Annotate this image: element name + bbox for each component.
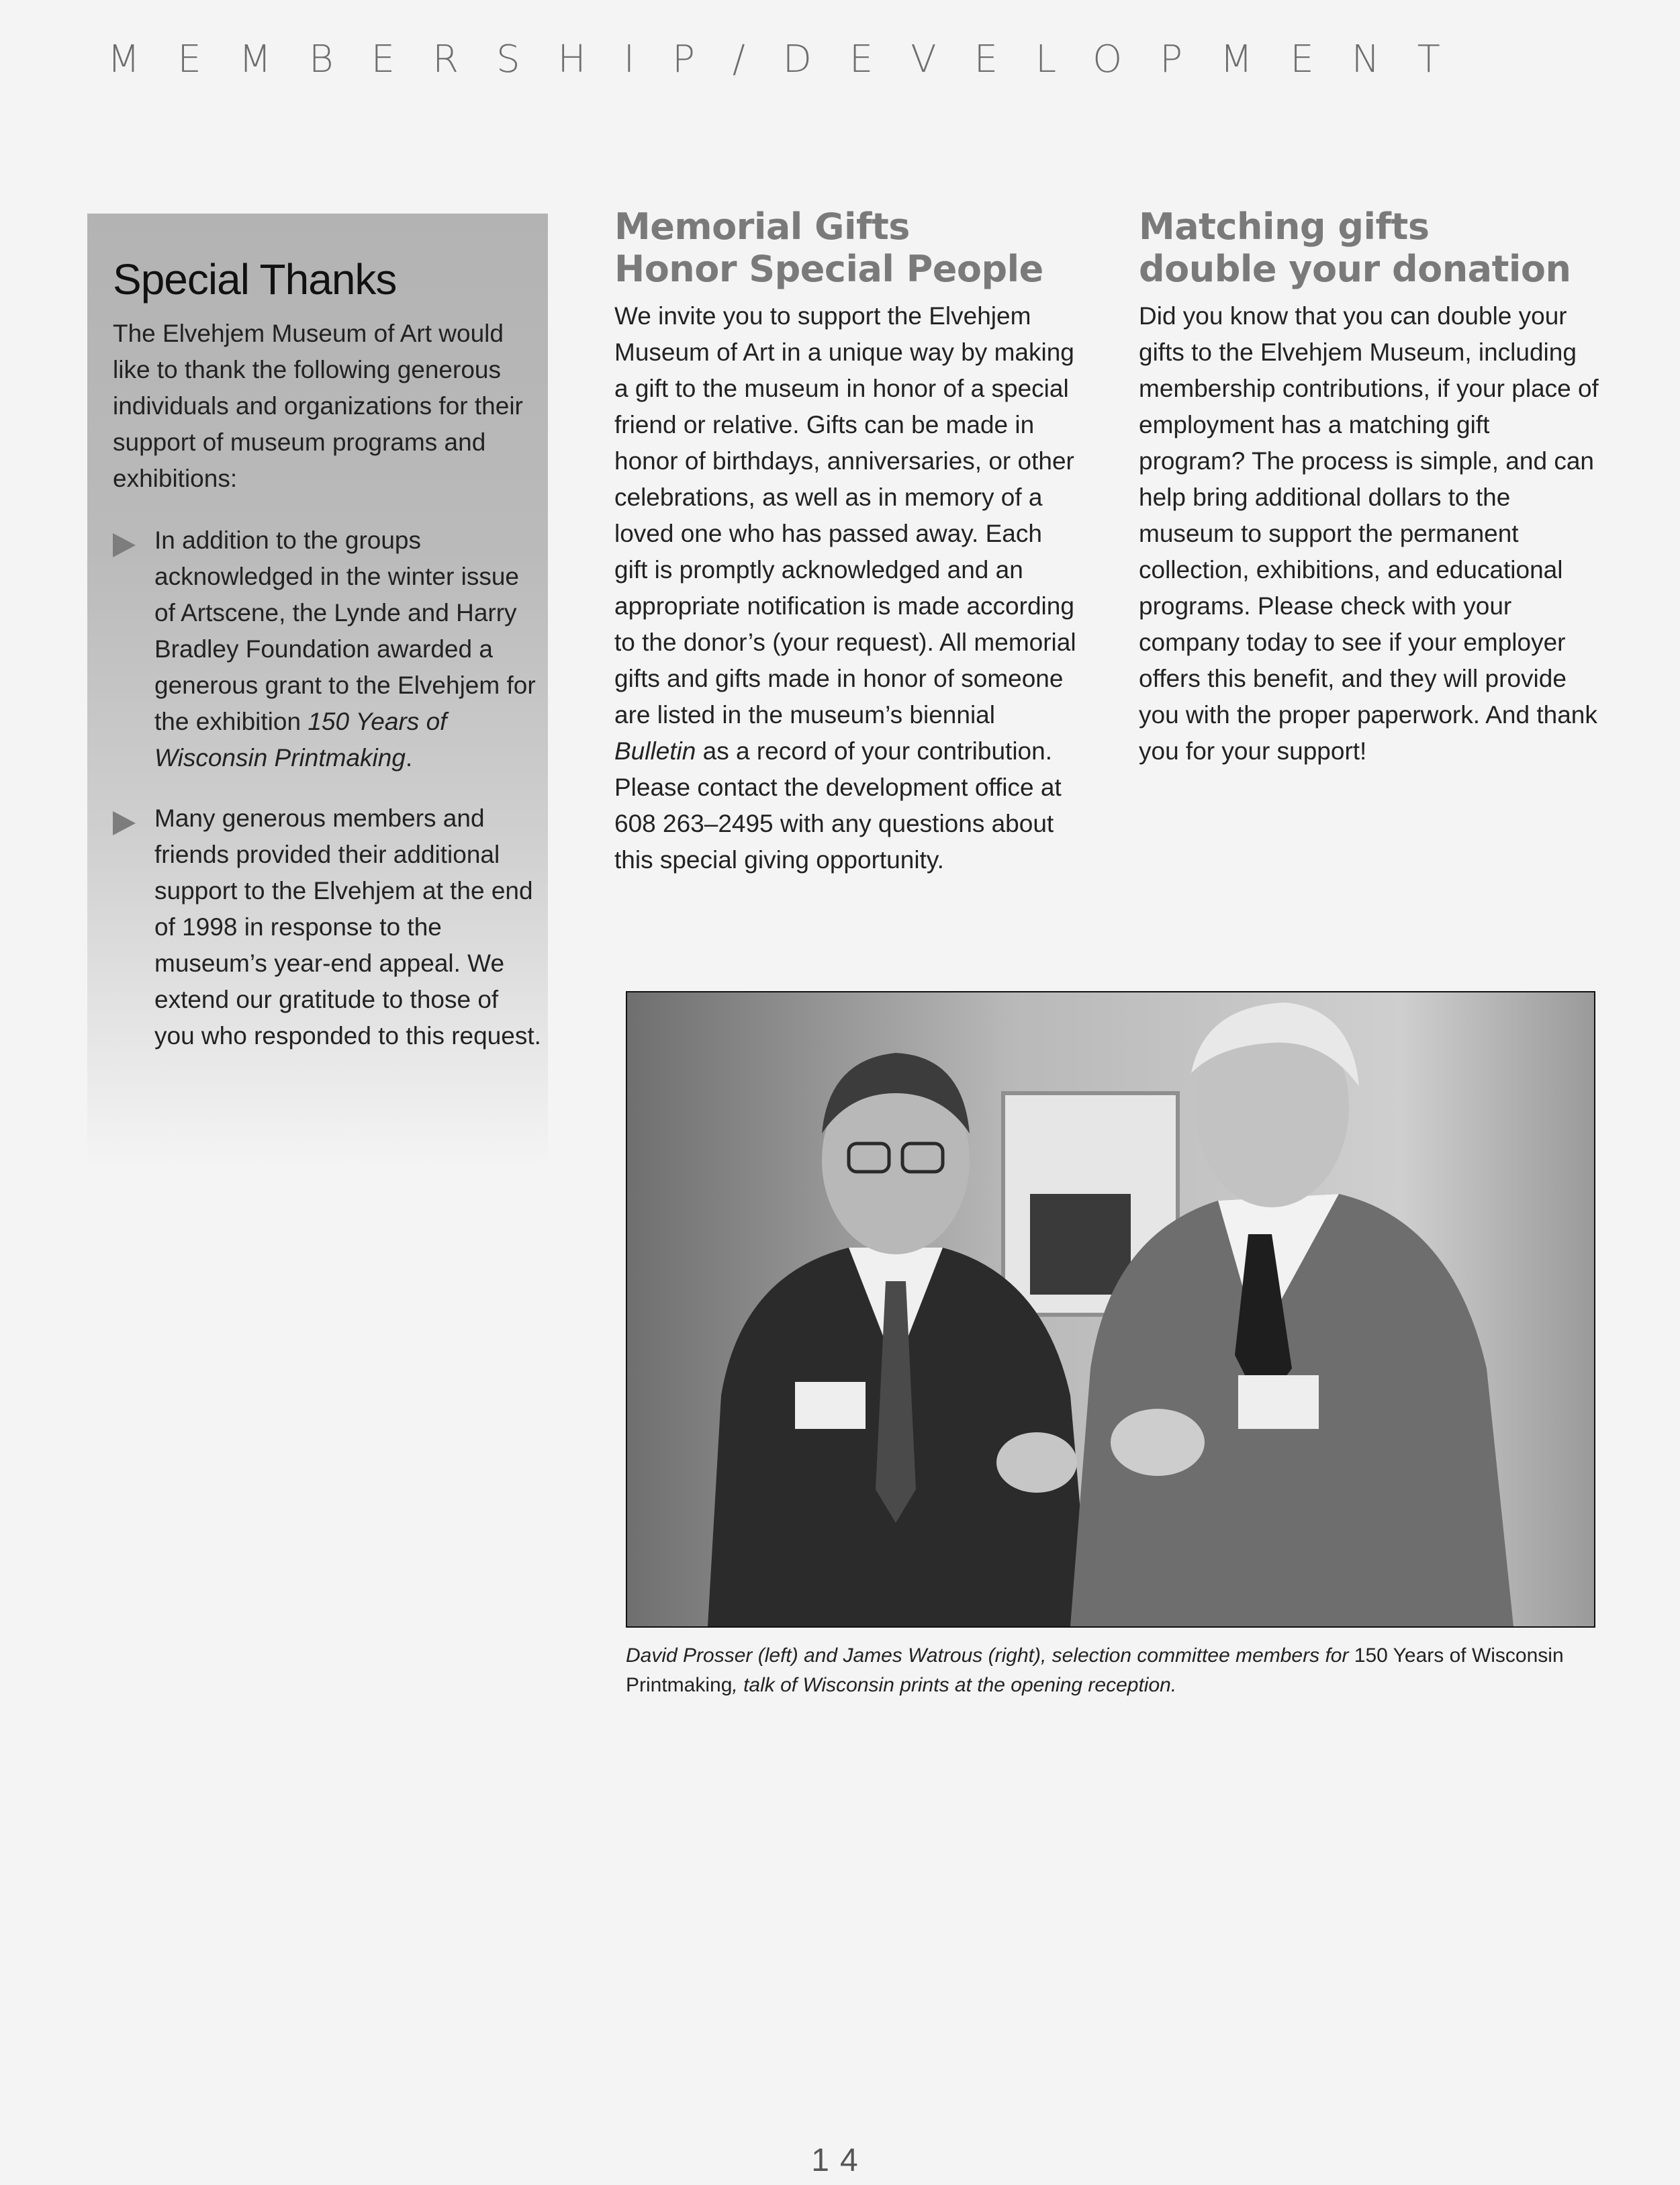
sidebar-title: Special Thanks <box>113 255 397 304</box>
page-number: 14 <box>811 2143 869 2178</box>
matching-heading <box>1139 205 1602 290</box>
exhibition-title: 150 Years of Wisconsin Printmaking <box>154 708 447 772</box>
memorial-body-text: We invite you to support the Elvehjem Museum of Art in a unique way by making a gift to the museum in honor of a special friend or relative. Gifts can be made in honor of birthdays, anniversaries, or other celebrations, as well as in memory of a loved one who has passed away. Each gift is promptly acknowledged and an appropriate notification is made according to the donor’s (your request). All memorial gifts and gifts made in honor of someone are listed in the museum’s biennial <box>614 302 1076 729</box>
photo-caption <box>626 1641 1595 1700</box>
reception-photo-illustration <box>627 992 1594 1626</box>
bullet-text: Many generous members and friends provided their additional support to the Elvehjem at the end of 1998 in response to the museum’s year-end appeal. We extend our gratitude to those of you who responded to this request. <box>154 804 541 1050</box>
matching-gifts-article <box>1139 205 1602 770</box>
reception-photo <box>626 991 1595 1628</box>
memorial-gifts-article <box>614 205 1078 878</box>
bulletin-title: Bulletin <box>614 737 696 765</box>
matching-body: Did you know that you can double your gifts to the Elvehjem Museum, including membership contributions, if your place of employment has a matching gift program? The process is simple, and can help bring additional dollars to the museum to support the permanent collection, exhibitions, and educational programs. Please check with your company today to see if your employer offers this benefit, and they will provide you with the proper paperwork. And thank you for your support! <box>1139 302 1599 765</box>
bullet-tail: . <box>405 744 413 772</box>
caption-text: David Prosser (left) and James Watrous (right), selection committee members for <box>626 1644 1354 1667</box>
memorial-heading-line2: Honor Special People <box>614 248 1043 290</box>
matching-heading-line1: Matching gifts <box>1139 205 1430 248</box>
triangle-bullet-icon <box>113 533 136 557</box>
sidebar-bullet <box>113 800 543 1054</box>
memorial-heading <box>614 205 1078 290</box>
caption-exhibition-title: 150 Years of Wisconsin Printmaking <box>626 1644 1564 1696</box>
sidebar-intro: The Elvehjem Museum of Art would like to thank the following generous individuals and organizations for their support of museum programs and exhibitions: <box>113 320 523 492</box>
sidebar-bullet-list <box>113 522 543 1078</box>
matching-heading-line2: double your donation <box>1139 248 1571 290</box>
sidebar-bullet <box>113 522 543 776</box>
bullet-text: In addition to the groups acknowledged in the winter issue of Artscene, the Lynde and Harry Bradley Foundation awarded a generous grant to the Elvehjem for the exhibition <box>154 526 536 735</box>
memorial-body-text-end: as a record of your contribution. Please contact the development office at 608 263–2495 with any questions about this special giving opportunity. <box>614 737 1062 874</box>
caption-text-end: , talk of Wisconsin prints at the opening reception. <box>732 1674 1177 1696</box>
triangle-bullet-icon <box>113 811 136 835</box>
memorial-body <box>614 298 1078 878</box>
running-head: MEMBERSHIP/DEVELOPMENT <box>107 38 1478 81</box>
memorial-heading-line1: Memorial Gifts <box>614 205 910 248</box>
